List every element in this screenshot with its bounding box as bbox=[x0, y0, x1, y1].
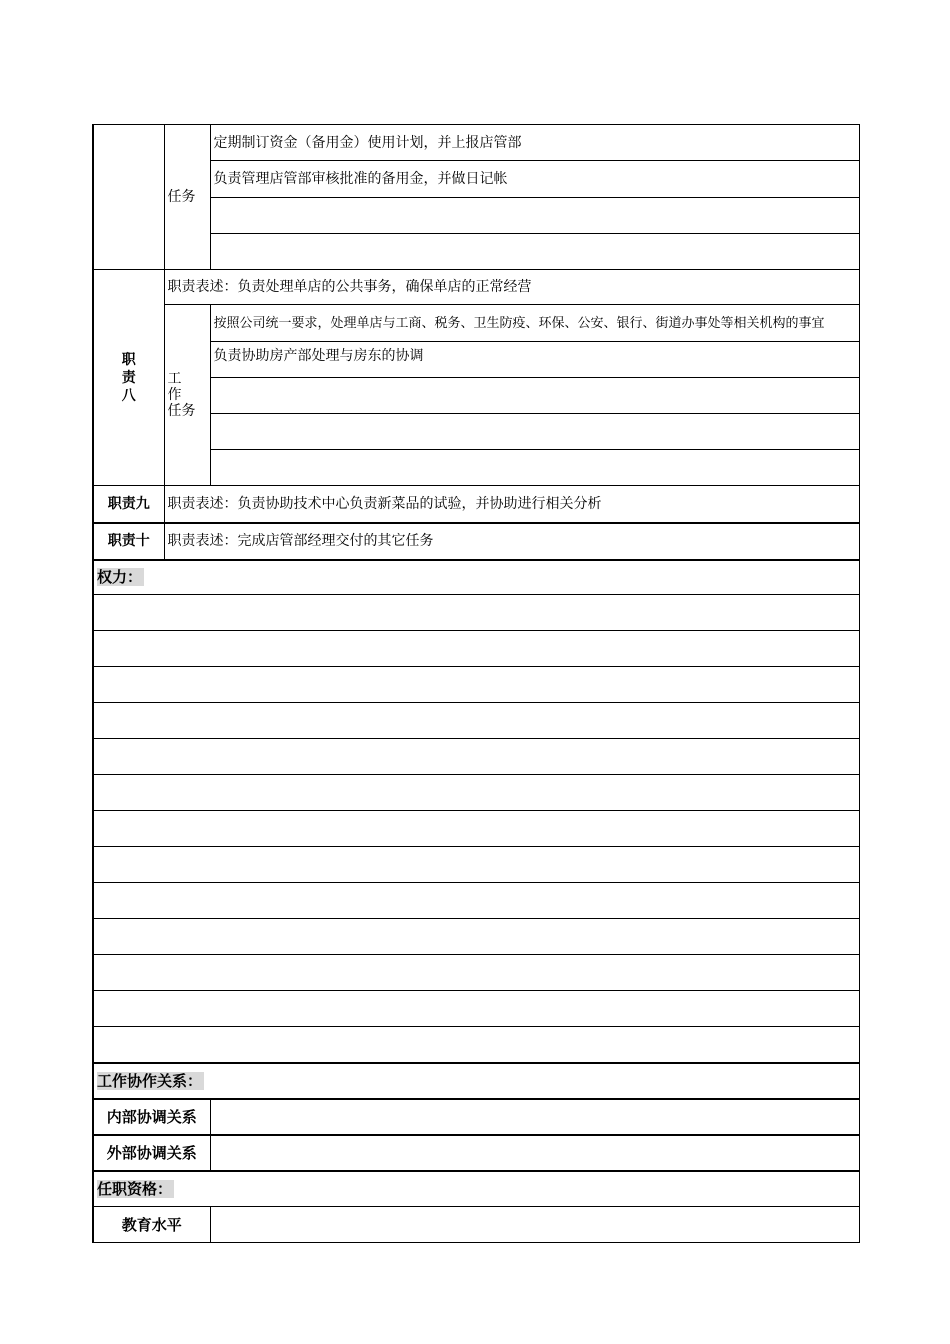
qualification-title-row bbox=[93, 1171, 859, 1207]
authority-title-text: 权力： bbox=[97, 568, 143, 587]
duty8-task-label bbox=[164, 305, 210, 486]
duty8-task-row bbox=[93, 305, 859, 342]
duty7-task-1: 定期制订资金（备用金）使用计划，并上报店管部 bbox=[210, 125, 859, 161]
duty10-row bbox=[93, 523, 859, 560]
authority-row-6 bbox=[93, 775, 859, 811]
cooperation-title-row bbox=[93, 1063, 859, 1099]
duty7-task-4 bbox=[210, 234, 859, 270]
duty7-task-2: 负责管理店管部审核批准的备用金，并做日记帐 bbox=[210, 161, 859, 198]
cooperation-title bbox=[93, 1063, 859, 1099]
authority-row bbox=[93, 847, 859, 883]
authority-title bbox=[93, 560, 859, 595]
internal-coordination-value bbox=[210, 1099, 859, 1135]
authority-row bbox=[93, 919, 859, 955]
authority-row-11 bbox=[93, 955, 859, 991]
authority-row-13 bbox=[93, 1027, 859, 1063]
duty8-description-row bbox=[93, 270, 859, 305]
duty9-row bbox=[93, 486, 859, 523]
external-coordination-value bbox=[210, 1135, 859, 1171]
duty8-task-5 bbox=[210, 450, 859, 486]
authority-row bbox=[93, 883, 859, 919]
authority-row-9 bbox=[93, 883, 859, 919]
job-table bbox=[92, 124, 860, 1243]
authority-row bbox=[93, 595, 859, 631]
duty8-label-line1: 职 bbox=[121, 351, 136, 368]
external-coordination-row bbox=[93, 1135, 859, 1171]
authority-row bbox=[93, 739, 859, 775]
authority-row-1 bbox=[93, 595, 859, 631]
job-description-sheet bbox=[92, 124, 858, 1243]
duty8-label bbox=[93, 270, 164, 486]
duty8-label-line2: 责 bbox=[121, 369, 136, 386]
education-value bbox=[210, 1207, 859, 1243]
qualification-title-text: 任职资格： bbox=[97, 1179, 173, 1198]
external-coordination-label: 外部协调关系 bbox=[93, 1135, 210, 1171]
authority-row-3 bbox=[93, 667, 859, 703]
authority-row-7 bbox=[93, 811, 859, 847]
education-label: 教育水平 bbox=[93, 1207, 210, 1243]
duty8-task-label-line2: 任务 bbox=[167, 403, 196, 419]
duty9-label: 职责九 bbox=[93, 486, 164, 523]
duty7-task-row bbox=[93, 125, 859, 161]
duty9-description: 职责表述：负责协助技术中心负责新菜品的试验，并协助进行相关分析 bbox=[164, 486, 859, 523]
authority-row bbox=[93, 991, 859, 1027]
duty7-task-label: 任务 bbox=[164, 125, 210, 270]
authority-row-5 bbox=[93, 739, 859, 775]
duty7-task-3 bbox=[210, 198, 859, 234]
qualification-title bbox=[93, 1171, 859, 1207]
authority-row bbox=[93, 775, 859, 811]
duty8-task-3 bbox=[210, 378, 859, 414]
duty8-task-4 bbox=[210, 414, 859, 450]
authority-row bbox=[93, 811, 859, 847]
duty8-task-label-line1: 工 作 bbox=[167, 371, 196, 403]
authority-row-4 bbox=[93, 703, 859, 739]
duty8-task-1: 按照公司统一要求，处理单店与工商、税务、卫生防疫、环保、公安、银行、街道办事处等相关机构的事宜 bbox=[210, 305, 859, 342]
authority-row bbox=[93, 667, 859, 703]
duty10-description: 职责表述：完成店管部经理交付的其它任务 bbox=[164, 523, 859, 560]
education-row bbox=[93, 1207, 859, 1243]
duty8-label-line3: 八 bbox=[121, 387, 136, 404]
duty10-label: 职责十 bbox=[93, 523, 164, 560]
internal-coordination-row bbox=[93, 1099, 859, 1135]
authority-row bbox=[93, 955, 859, 991]
authority-row-2 bbox=[93, 631, 859, 667]
cooperation-title-text: 工作协作关系： bbox=[97, 1071, 203, 1090]
duty8-task-2: 负责协助房产部处理与房东的协调 bbox=[210, 342, 859, 378]
duty7-label-cell bbox=[93, 125, 164, 270]
authority-row-12 bbox=[93, 991, 859, 1027]
duty8-description: 职责表述：负责处理单店的公共事务，确保单店的正常经营 bbox=[164, 270, 859, 305]
authority-row bbox=[93, 1027, 859, 1063]
authority-title-row bbox=[93, 560, 859, 595]
internal-coordination-label: 内部协调关系 bbox=[93, 1099, 210, 1135]
authority-row-10 bbox=[93, 919, 859, 955]
authority-row-8 bbox=[93, 847, 859, 883]
authority-row bbox=[93, 703, 859, 739]
authority-row bbox=[93, 631, 859, 667]
